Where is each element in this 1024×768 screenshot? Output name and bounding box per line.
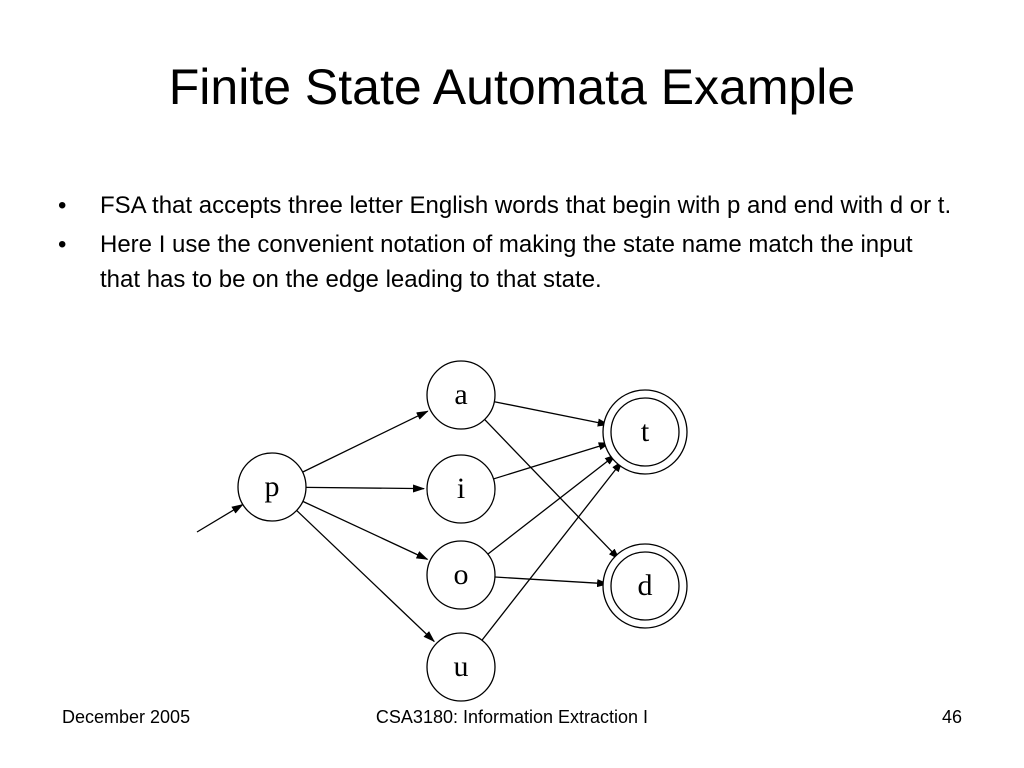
state-p: [238, 453, 306, 521]
transition-o-t: [488, 455, 616, 554]
state-label: i: [456, 472, 466, 505]
state-label: t: [640, 415, 650, 448]
footer-page-number: 46: [941, 707, 962, 727]
bullet-text: Here I use the convenient notation of making the state name match the input that has to be on the edge leading to that state.: [100, 231, 913, 293]
bullet-marker: •: [58, 192, 67, 219]
state-label: p: [264, 470, 280, 503]
slide-title: Finite State Automata Example: [168, 59, 856, 115]
bullet-marker: •: [58, 231, 67, 258]
state-label: d: [637, 569, 653, 602]
state-i: [427, 455, 495, 523]
transition-u-t: [482, 461, 622, 640]
transition-p-a: [303, 411, 428, 472]
bullet-text: FSA that accepts three letter English words that begin with p and end with d or t.: [100, 192, 952, 219]
start-arrow: [197, 504, 243, 532]
state-a: [427, 361, 495, 429]
state-label: a: [454, 378, 468, 411]
transition-p-o: [303, 501, 428, 559]
state-t: [603, 390, 687, 474]
state-d: [603, 544, 687, 628]
transition-o-d: [495, 577, 608, 584]
state-label: o: [453, 558, 469, 591]
footer-date: December 2005: [62, 707, 191, 727]
transition-a-d: [485, 419, 620, 559]
state-o: [427, 541, 495, 609]
footer-course: CSA3180: Information Extraction I: [375, 707, 649, 727]
state-u: [427, 633, 495, 701]
state-label: u: [453, 650, 469, 683]
transition-p-i: [306, 487, 424, 488]
transition-a-t: [494, 402, 608, 425]
